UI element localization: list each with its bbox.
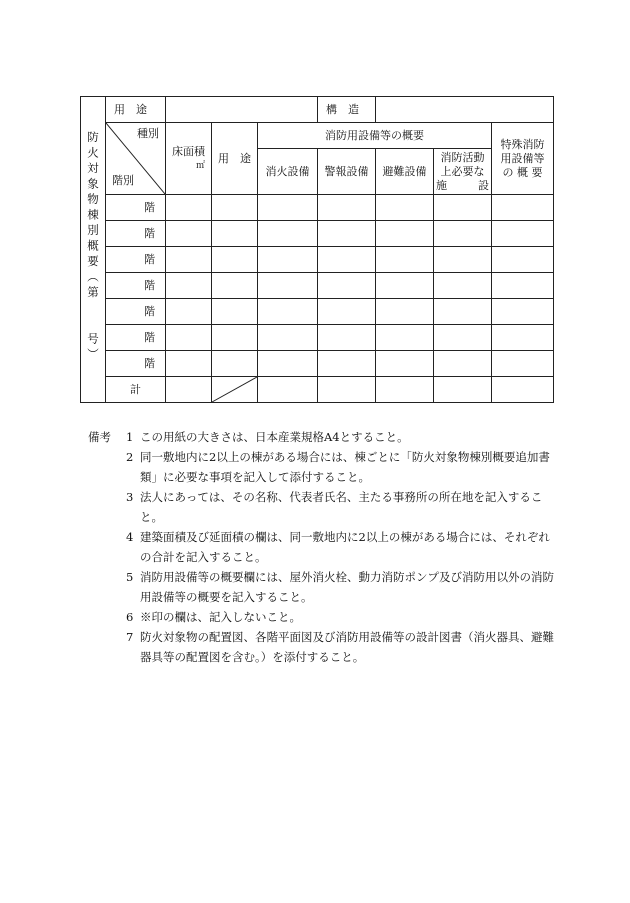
- fire-extinguishing-header: 消火設備: [258, 149, 318, 195]
- note-text: 防火対象物の配置図、各階平面図及び消防用設備等の設計図書（消火器具、避難器具等の配置図を含む。）を添付すること。: [140, 630, 554, 664]
- note-text: 同一敷地内に2以上の棟がある場合には、棟ごとに「防火対象物棟別概要追加書類」に必要な事項を記入して添付すること。: [140, 450, 550, 484]
- structure-value-field[interactable]: [376, 97, 554, 123]
- note-item: [88, 527, 558, 567]
- firefighting-line-1: 消防活動: [440, 150, 485, 164]
- total-floor-area[interactable]: [166, 377, 212, 403]
- notes-heading: 備考: [88, 430, 111, 444]
- total-row: [81, 377, 554, 403]
- floor-cell[interactable]: 階: [106, 221, 166, 247]
- note-text: ※印の欄は、記入しないこと。: [140, 610, 301, 624]
- note-number: 5: [126, 570, 134, 584]
- special-line-2: 用設備等: [500, 151, 545, 165]
- note-number: 2: [126, 450, 134, 464]
- type-floor-header: [106, 123, 166, 195]
- diagonal-line: [212, 377, 257, 402]
- note-item: [88, 607, 558, 627]
- floor-cell[interactable]: 階: [106, 195, 166, 221]
- note-number: 4: [126, 530, 134, 544]
- note-number: 7: [126, 630, 134, 644]
- floor-row: [81, 195, 554, 221]
- structure-label-cell: [318, 97, 376, 123]
- note-text: この用紙の大きさは、日本産業規格A4とすること。: [140, 430, 409, 444]
- note-item: [88, 567, 558, 607]
- note-number: 3: [126, 490, 134, 504]
- note-number: 6: [126, 610, 134, 624]
- floor-row: [81, 221, 554, 247]
- special-equipment-header: [492, 123, 554, 195]
- usage-label: 用 途: [114, 102, 147, 116]
- total-label: 計: [106, 377, 166, 403]
- floor-row: [81, 325, 554, 351]
- evacuation-header: 避難設備: [376, 149, 434, 195]
- equipment-header: 消防用設備等の概要: [258, 123, 492, 149]
- firefighting-line-2: 上必要な: [440, 164, 485, 178]
- firefighting-line-3: 施 設: [436, 178, 489, 192]
- usage-header: 用 途: [212, 123, 258, 195]
- floor-row: [81, 247, 554, 273]
- floor-area-unit: ㎡: [195, 160, 205, 171]
- floor-row: [81, 299, 554, 325]
- floor-cell[interactable]: 階: [106, 299, 166, 325]
- floor-row: [81, 273, 554, 299]
- usage-label-cell: [106, 97, 166, 123]
- floor-cell[interactable]: 階: [106, 325, 166, 351]
- note-text: 法人にあっては、その名称、代表者氏名、主たる事務所の所在地を記入すること。: [140, 490, 543, 524]
- floor-area-header: [166, 123, 212, 195]
- floor-cell[interactable]: 階: [106, 273, 166, 299]
- note-item: [88, 627, 558, 667]
- notes-section: [88, 427, 558, 667]
- note-text: 消防用設備等の概要欄には、屋外消火栓、動力消防ポンプ及び消防用以外の消防用設備等の概要を記入すること。: [140, 570, 554, 604]
- floor-row: [81, 351, 554, 377]
- building-summary-form: [80, 96, 554, 403]
- note-number: 1: [126, 430, 134, 444]
- floor-cell[interactable]: 階: [106, 351, 166, 377]
- side-title: 防火対象物棟別概要（第 号）: [86, 131, 100, 364]
- floor-area-label: 床面積: [172, 144, 205, 158]
- note-item: [88, 447, 558, 487]
- special-line-1: 特殊消防: [500, 137, 545, 151]
- total-usage-crossed: [212, 377, 258, 403]
- usage-value-field[interactable]: [166, 97, 318, 123]
- special-line-3: の 概 要: [502, 165, 543, 179]
- side-title-cell: [81, 97, 106, 403]
- floor-label: 階別: [112, 174, 134, 187]
- type-label: 種別: [137, 127, 159, 140]
- alarm-header: 警報設備: [318, 149, 376, 195]
- note-item: [88, 487, 558, 527]
- note-text: 建築面積及び延面積の欄は、同一敷地内に2以上の棟がある場合には、それぞれの合計を記入すること。: [140, 530, 550, 564]
- note-item: [88, 427, 558, 447]
- floor-cell[interactable]: 階: [106, 247, 166, 273]
- structure-label: 構 造: [326, 102, 359, 116]
- firefighting-header: [434, 149, 492, 195]
